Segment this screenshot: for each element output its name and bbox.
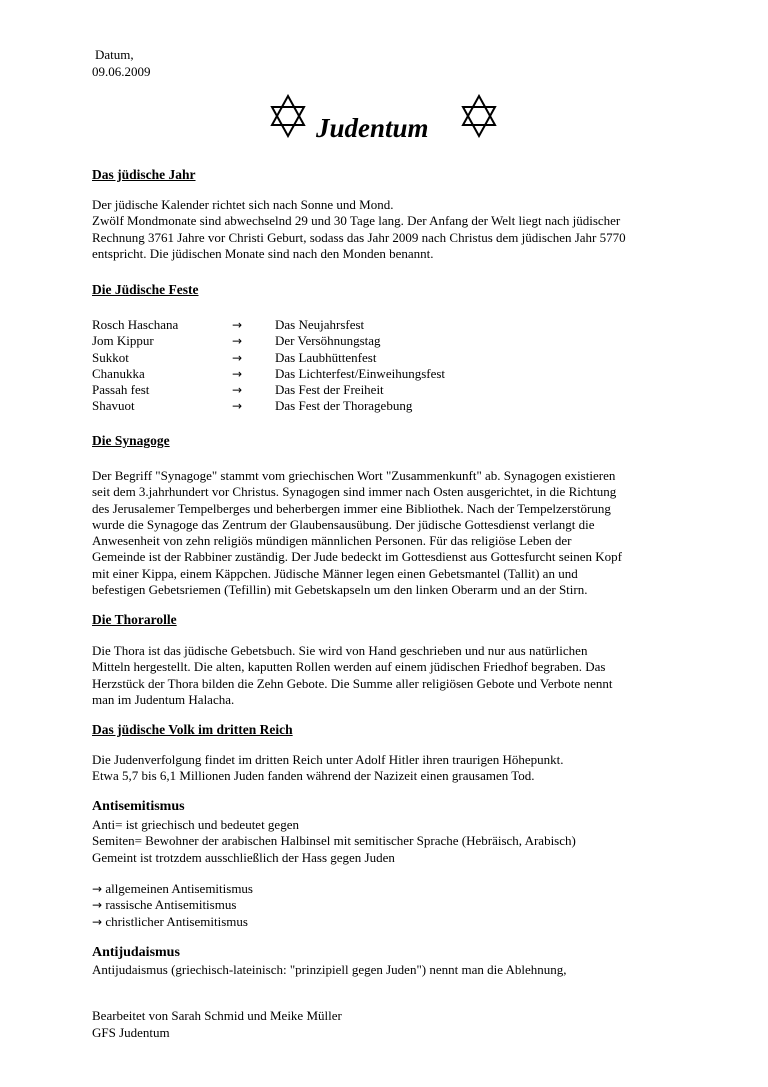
footer-course: GFS Judentum [92,1025,170,1040]
arrow-right-icon: → [232,318,243,332]
star-of-david-icon [270,94,306,138]
fest-name: Passah fest [92,382,150,398]
list-item [92,333,512,349]
text-line: Anwesenheit von zehn religiös mündigen männlichen Personen. Für das religiöse Leben der [92,533,572,549]
fest-name: Chanukka [92,365,145,381]
fest-meaning: Das Neujahrsfest [275,317,365,332]
antijudaismus-text: Antijudaismus (griechisch-lateinisch: "prinzipiell gegen Juden") nennt man die Ablehnung, [92,962,567,977]
list-item [92,897,253,913]
text-line: Gemeinde ist der Rabbiner zuständig. Der Jude bedeckt im Gottesdienst aus Gottesfurcht seinen Kopf [92,549,622,565]
arrow-right-icon: → [92,882,103,896]
text-line: Anti= ist griechisch und bedeutet gegen [92,817,299,832]
section-heading-antisemitismus: Antisemitismus [92,799,185,814]
fest-meaning: Das Fest der Thoragebung [275,398,413,414]
text-line: seit dem 3.jahrhundert vor Christus. Synagogen sind immer nach Osten ausgerichtet, in die Richtung [92,484,617,500]
section-heading-jahr: Das jüdische Jahr [92,167,196,182]
section-heading-volk: Das jüdische Volk im dritten Reich [92,722,293,737]
thorarolle-paragraph [92,643,612,708]
list-item [92,382,512,398]
fest-meaning: Das Fest der Freiheit [275,382,384,398]
text-line: man im Judentum Halacha. [92,691,235,707]
page-title: Judentum [316,113,429,143]
arrow-right-icon: → [232,399,243,414]
jahr-paragraph [92,197,626,262]
section-heading-thorarolle: Die Thorarolle [92,612,177,627]
arrow-right-icon: → [232,334,243,349]
list-item-label: allgemeinen Antisemitismus [105,881,253,896]
list-item [92,366,512,382]
feste-list [92,317,512,415]
list-item [92,317,512,333]
document-date: 09.06.2009 [92,64,151,79]
volk-paragraph [92,752,564,785]
text-line: befestigen Gebetsriemen (Tefillin) mit Gebetskapseln um den linken Oberarm und an der Stirn. [92,582,588,598]
text-line: Die Thora ist das jüdische Gebetsbuch. Sie wird von Hand geschrieben und nur aus natürlichen [92,643,588,658]
antisemitismus-paragraph [92,817,576,866]
arrow-right-icon: → [92,914,103,929]
text-line: Der Begriff "Synagoge" stammt vom griechischen Wort "Zusammenkunft" ab. Synagogen existieren [92,468,616,483]
arrow-right-icon: → [92,898,103,913]
arrow-right-icon: → [232,350,243,365]
antisemitismus-types-list [92,881,253,930]
datum-label: Datum, [95,47,134,62]
arrow-right-icon: → [232,383,243,398]
text-line: wurde die Synagoge das Zentrum der Glaubensausübung. Der jüdische Gottesdienst verlangt die [92,516,595,532]
fest-name: Jom Kippur [92,333,154,349]
text-line: mit einer Kippa, einem Käppchen. Jüdische Männer legen einen Gebetsmantel (Tallit) an und [92,565,578,581]
text-line: Semiten= Bewohner der arabischen Halbinsel mit semitischer Sprache (Hebräisch, Arabisch) [92,833,576,849]
list-item [92,350,512,366]
section-heading-antijudaismus: Antijudaismus [92,945,180,960]
fest-name: Shavuot [92,398,135,414]
section-heading-feste: Die Jüdische Feste [92,282,199,297]
text-line: Zwölf Mondmonate sind abwechselnd 29 und 30 Tage lang. Der Anfang der Welt liegt nach jüdischer [92,213,621,229]
synagoge-paragraph [92,468,622,598]
fest-meaning: Das Lichterfest/Einweihungsfest [275,365,446,381]
text-line: Rechnung 3761 Jahre vor Christi Geburt, sodass das Jahr 2009 nach Christus dem jüdischen Jahr 5770 [92,229,626,245]
text-line: Gemeint ist trotzdem ausschließlich der Hass gegen Juden [92,849,395,865]
text-line: Mitteln hergestellt. Die alten, kaputten Rollen werden auf einem jüdischen Friedhof begraben. Das [92,659,606,675]
list-item-label: christlicher Antisemitismus [105,913,248,929]
arrow-right-icon: → [232,366,243,381]
text-line: Etwa 5,7 bis 6,1 Millionen Juden fanden während der Nazizeit einen grausamen Tod. [92,768,535,784]
section-heading-synagoge: Die Synagoge [92,433,170,448]
fest-name: Rosch Haschana [92,317,179,332]
fest-name: Sukkot [92,349,129,365]
star-of-david-icon [461,94,497,138]
footer-authors: Bearbeitet von Sarah Schmid und Meike Müller [92,1008,342,1023]
text-line: des Jerusalemer Tempelberges und beherbergen immer eine Bibliothek. Nach der Tempelzerstörung [92,500,611,516]
text-line: Der jüdische Kalender richtet sich nach Sonne und Mond. [92,197,394,212]
text-line: entspricht. Die jüdischen Monate sind nach den Monden benannt. [92,245,434,261]
text-line: Die Judenverfolgung findet im dritten Reich unter Adolf Hitler ihren traurigen Höhepunkt. [92,752,564,767]
text-line: Herzstück der Thora bilden die Zehn Gebote. Die Summe aller religiösen Gebote und Verbote nennt [92,675,613,691]
list-item-label: rassische Antisemitismus [105,897,237,913]
list-item [92,881,253,897]
fest-meaning: Der Versöhnungstag [275,333,381,349]
list-item [92,914,253,930]
list-item [92,398,512,414]
fest-meaning: Das Laubhüttenfest [275,349,377,365]
